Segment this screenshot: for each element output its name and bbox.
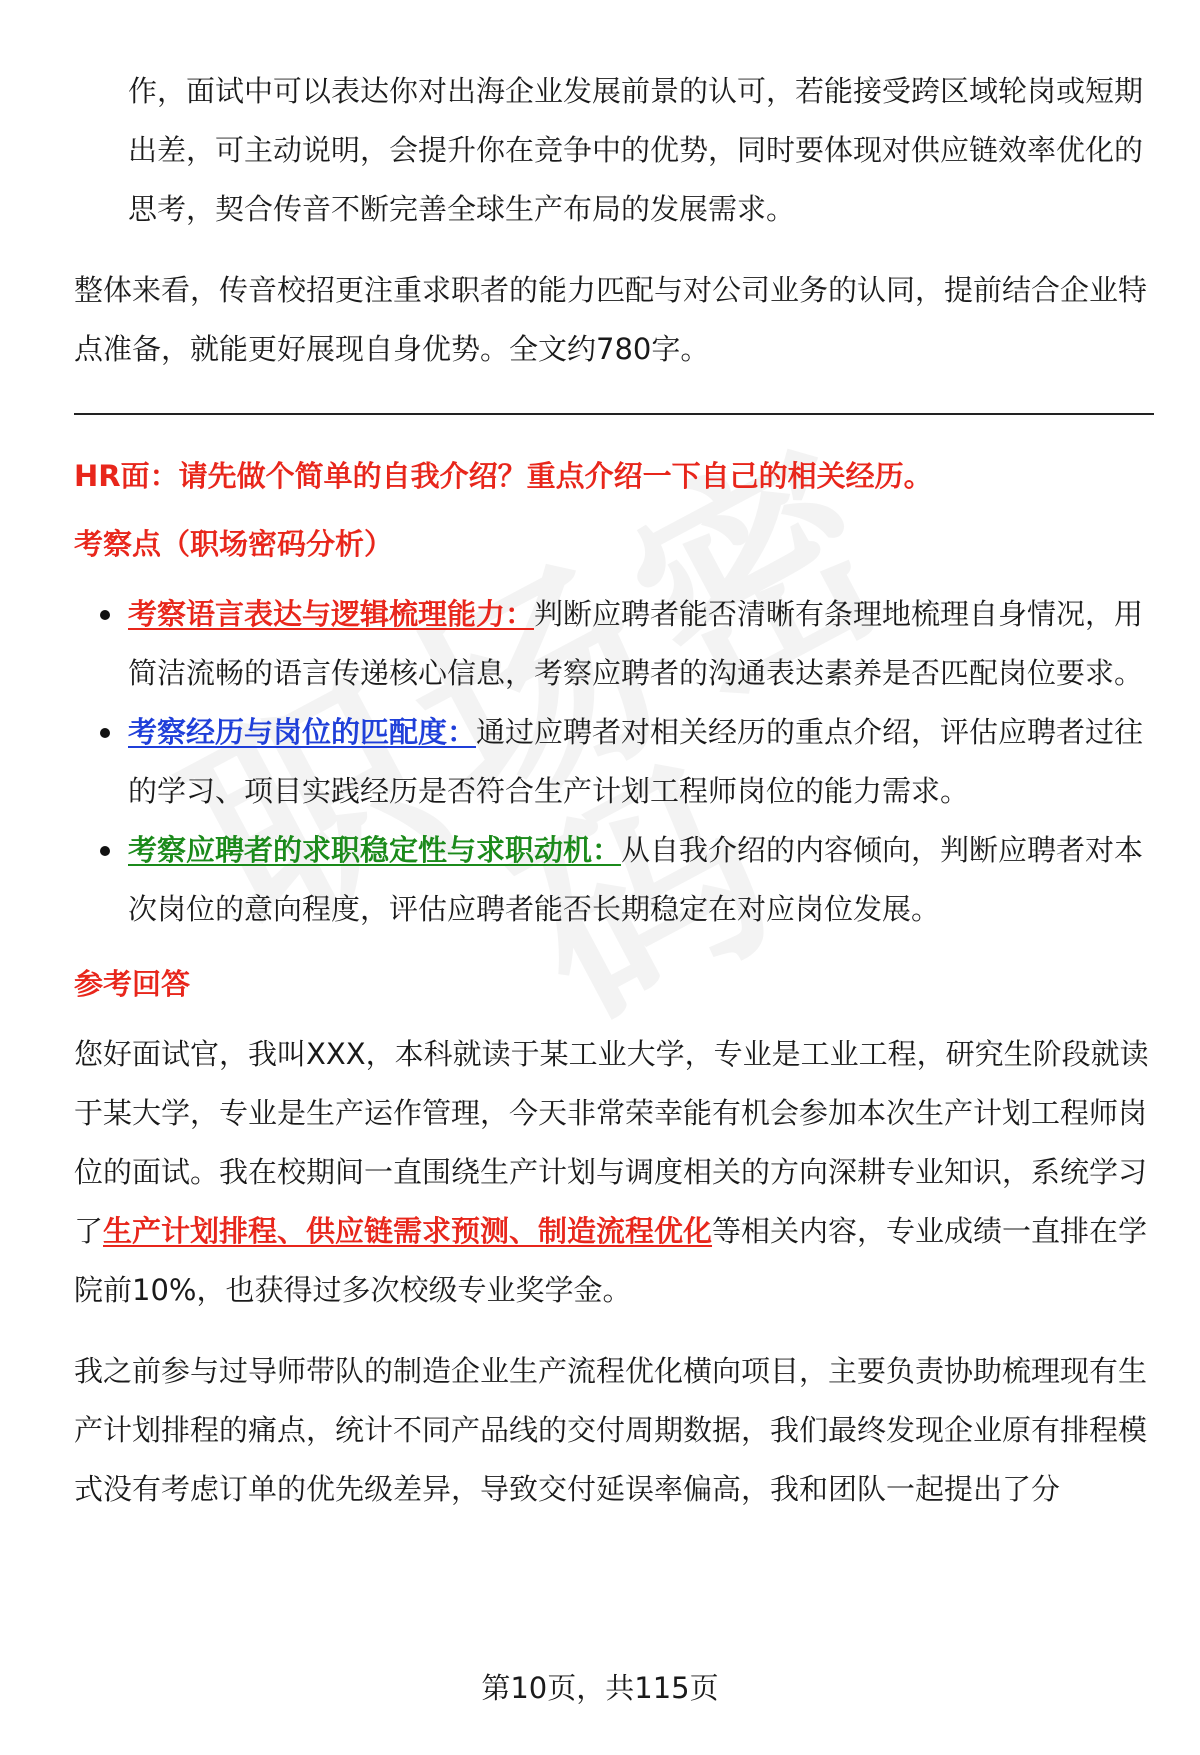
- summary-paragraph: 整体来看，传音校招更注重求职者的能力匹配与对公司业务的认同，提前结合企业特点准备，就能更好展现自身优势。全文约780字。: [74, 273, 1148, 366]
- page-footer: 第10页，共115页: [481, 1671, 719, 1705]
- list-item: [74, 585, 1154, 703]
- points-section-title: 考察点（职场密码分析）: [74, 527, 394, 561]
- point-key: 考察语言表达与逻辑梳理能力：: [128, 597, 535, 631]
- answer-text: 您好面试官，我叫XXX，本科就读于某工业大学，专业是工业工程，研究生阶段就读于某大学，专业是生产运作管理，今天非常荣幸能有机会参加本次生产计划工程师岗位的面试。我在校期间一直围绕生产计划与调度相关的方向深耕专业知识，系统学习了: [74, 1037, 1149, 1248]
- assessment-points-list: [74, 585, 1154, 939]
- answer-paragraph-1: [74, 1025, 1154, 1320]
- interview-question: HR面：请先做个简单的自我介绍？重点介绍一下自己的相关经历。: [74, 459, 933, 493]
- list-item: [74, 821, 1154, 939]
- answer-text: 等相关内容，专业成绩一直排在学院前10%，也获得过多次校级专业奖学金。: [74, 1214, 1148, 1307]
- answer-paragraph-2: 我之前参与过导师带队的制造企业生产流程优化横向项目，主要负责协助梳理现有生产计划排程的痛点，统计不同产品线的交付周期数据，我们最终发现企业原有排程模式没有考虑订单的优先级差异，导致交付延误率偏高，我和团队一起提出了分: [74, 1354, 1148, 1506]
- point-text: 判断应聘者能否清晰有条理地梳理自身情况，用简洁流畅的语言传递核心信息，考察应聘者的沟通表达素养是否匹配岗位要求。: [128, 597, 1144, 690]
- section-divider: [74, 413, 1154, 415]
- answer-section-title: 参考回答: [74, 967, 191, 1001]
- point-text: 通过应聘者对相关经历的重点介绍，评估应聘者过往的学习、项目实践经历是否符合生产计划工程师岗位的能力需求。: [128, 715, 1144, 808]
- answer-highlight: 生产计划排程、供应链需求预测、制造流程优化: [103, 1214, 713, 1248]
- point-key: 考察经历与岗位的匹配度：: [128, 715, 477, 749]
- list-item: [74, 703, 1154, 821]
- page-content: [74, 62, 1154, 1519]
- point-text: 从自我介绍的内容倾向，判断应聘者对本次岗位的意向程度，评估应聘者能否长期稳定在对应岗位发展。: [128, 833, 1144, 926]
- continued-paragraph: 作，面试中可以表达你对出海企业发展前景的认可，若能接受跨区域轮岗或短期出差，可主动说明，会提升你在竞争中的优势，同时要体现对供应链效率优化的思考，契合传音不断完善全球生产布局的发展需求。: [128, 74, 1144, 226]
- point-key: 考察应聘者的求职稳定性与求职动机：: [128, 833, 622, 867]
